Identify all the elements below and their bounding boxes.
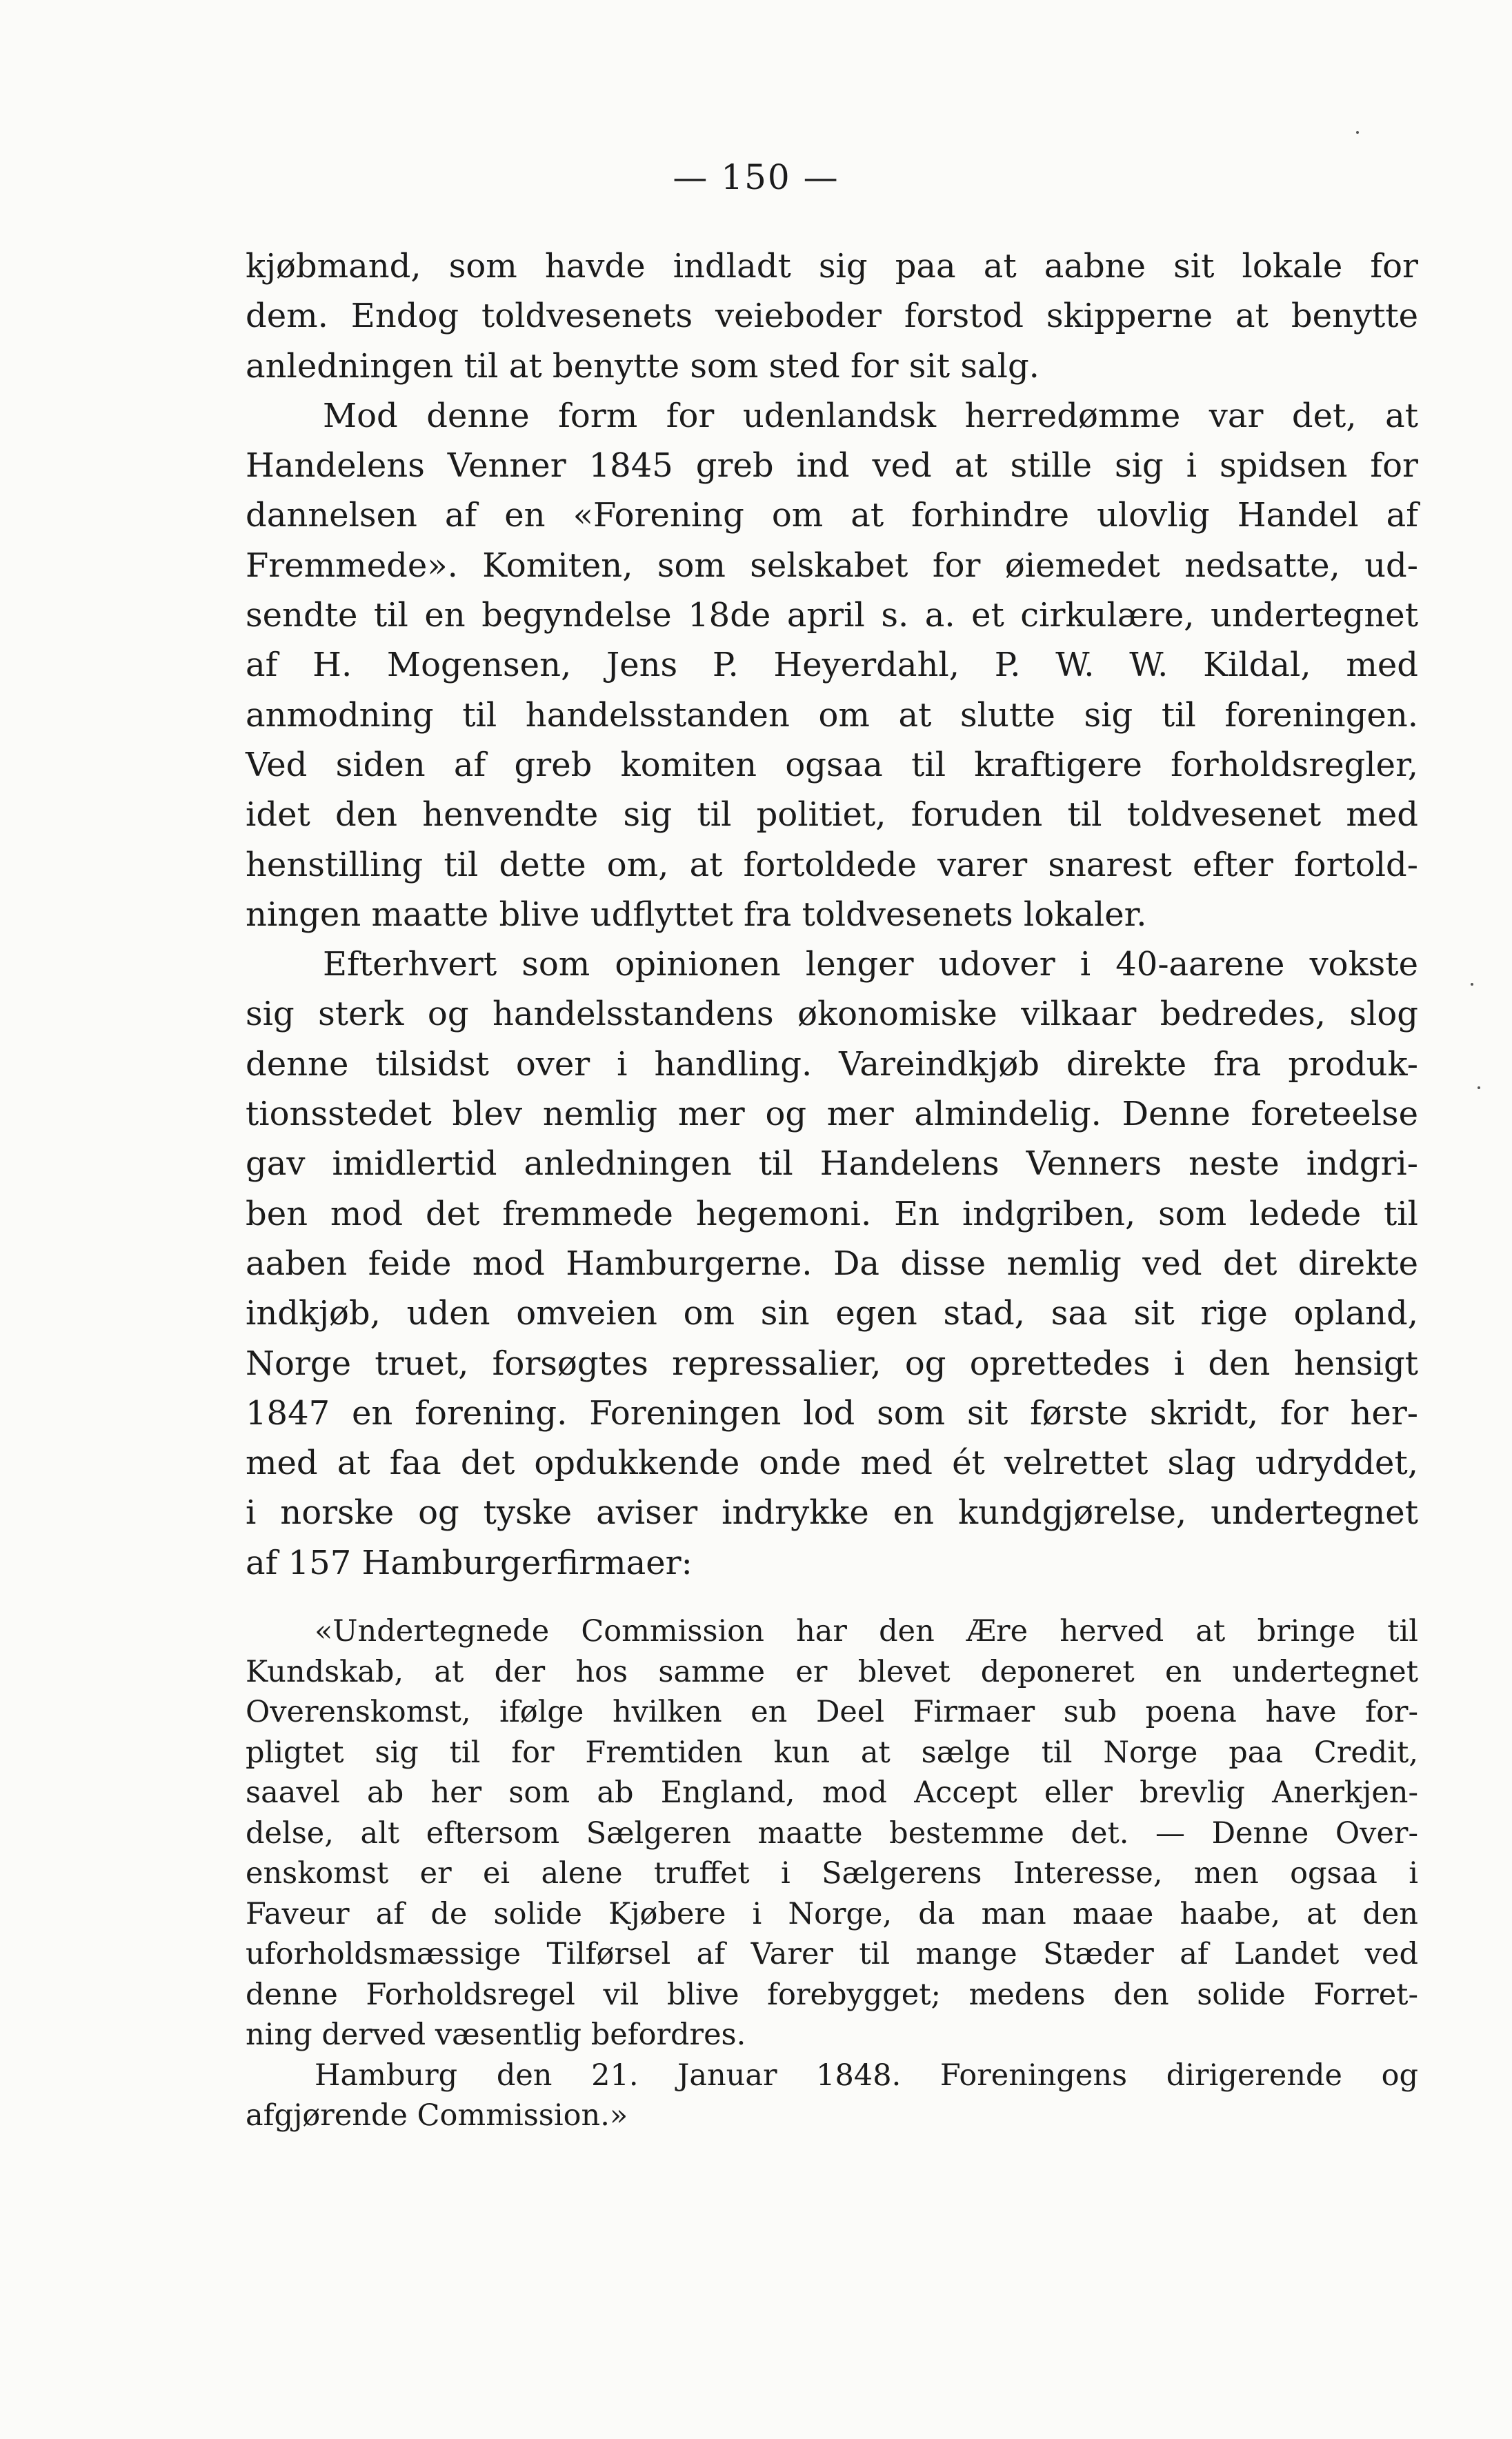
body-line: sig sterk og handelsstandens økonomiske vilkaar bedredes, slog <box>246 995 1418 1034</box>
quote-line: uforholdsmæssige Tilførsel af Varer til mange Stæder af Landet ved <box>246 1937 1418 1971</box>
quote-line: Overenskomst, ifølge hvilken en Deel Firmaer sub poena have for- <box>246 1695 1418 1729</box>
paper-speck <box>1356 131 1359 134</box>
body-line: gav imidlertid anledningen til Handelens Venners neste indgri- <box>246 1144 1418 1184</box>
body-line: dannelsen af en «Forening om at forhindre ulovlig Handel af <box>246 496 1418 535</box>
body-line: anmodning til handelsstanden om at slutte sig til foreningen. <box>246 695 1418 735</box>
body-line: ningen maatte blive udflyttet fra toldvesenets lokaler. <box>246 895 1147 934</box>
quote-line: delse, alt eftersom Sælgeren maatte bestemme det. — Denne Over- <box>246 1815 1418 1851</box>
quote-line: pligtet sig til for Fremtiden kun at sælge til Norge paa Credit, <box>246 1735 1418 1770</box>
body-line: Handelens Venner 1845 greb ind ved at stille sig i spidsen for <box>246 446 1418 486</box>
body-line: med at faa det opdukkende onde med ét velrettet slag udryddet, <box>246 1444 1418 1483</box>
body-line: af 157 Hamburgerfirmaer: <box>246 1543 693 1582</box>
quote-line: ning derved væsentlig befordres. <box>246 2018 746 2052</box>
body-line: kjøbmand, som havde indladt sig paa at aabne sit lokale for <box>246 247 1418 286</box>
quote-line: enskomst er ei alene truffet i Sælgerens Interesse, men ogsaa i <box>246 1856 1418 1891</box>
body-line: henstilling til dette om, at fortoldede varer snarest efter fortold- <box>246 845 1418 884</box>
body-line: aaben feide mod Hamburgerne. Da disse nemlig ved det direkte <box>246 1244 1418 1283</box>
body-line: Efterhvert som opinionen lenger udover i 40-aarene vokste <box>323 945 1418 984</box>
quote-line: «Undertegnede Commission har den Ære herved at bringe til <box>315 1614 1418 1649</box>
paper-speck <box>1471 983 1473 986</box>
body-line: anledningen til at benytte som sted for sit salg. <box>246 346 1040 386</box>
page-number: — 150 — <box>673 157 839 197</box>
body-text <box>246 241 1418 1588</box>
body-line: af H. Mogensen, Jens P. Heyerdahl, P. W. W. Kildal, med <box>246 646 1418 685</box>
body-line: Mod denne form for udenlandsk herredømme var det, at <box>323 396 1418 435</box>
body-line: denne tilsidst over i handling. Vareindkjøb direkte fra produk- <box>246 1044 1418 1084</box>
body-line: Norge truet, forsøgtes repressalier, og oprettedes i den hensigt <box>246 1344 1418 1383</box>
body-line: indkjøb, uden omveien om sin egen stad, saa sit rige opland, <box>246 1294 1418 1333</box>
quote-line: Hamburg den 21. Januar 1848. Foreningens dirigerende og <box>315 2058 1418 2093</box>
quote-line: Faveur af de solide Kjøbere i Norge, da man maae haabe, at den <box>246 1896 1418 1931</box>
body-line: idet den henvendte sig til politiet, foruden til toldvesenet med <box>246 795 1418 835</box>
quote-line: Kundskab, at der hos samme er blevet deponeret en undertegnet <box>246 1654 1418 1689</box>
quote-line: saavel ab her som ab England, mod Accept eller brevlig Anerkjen- <box>246 1775 1418 1810</box>
body-line: dem. Endog toldvesenets veieboder forstod skipperne at benytte <box>246 297 1418 336</box>
paper-speck <box>1478 1086 1480 1089</box>
quote-line: denne Forholdsregel vil blive forebygget; medens den solide Forret- <box>246 1977 1418 2012</box>
body-line: sendte til en begyndelse 18de april s. a. et cirkulære, undertegnet <box>246 596 1418 635</box>
quoted-announcement <box>246 1611 1418 2136</box>
quote-line: afgjørende Commission.» <box>246 2098 628 2133</box>
body-line: Ved siden af greb komiten ogsaa til kraftigere forholdsregler, <box>246 745 1418 784</box>
body-line: 1847 en forening. Foreningen lod som sit første skridt, for her- <box>246 1393 1418 1433</box>
body-line: ben mod det fremmede hegemoni. En indgriben, som ledede til <box>246 1194 1418 1233</box>
body-line: i norske og tyske aviser indrykke en kundgjørelse, undertegnet <box>246 1493 1418 1533</box>
body-line: tionsstedet blev nemlig mer og mer almindelig. Denne foreteelse <box>246 1095 1418 1134</box>
body-line: Fremmede». Komiten, som selskabet for øiemedet nedsatte, ud- <box>246 546 1418 585</box>
